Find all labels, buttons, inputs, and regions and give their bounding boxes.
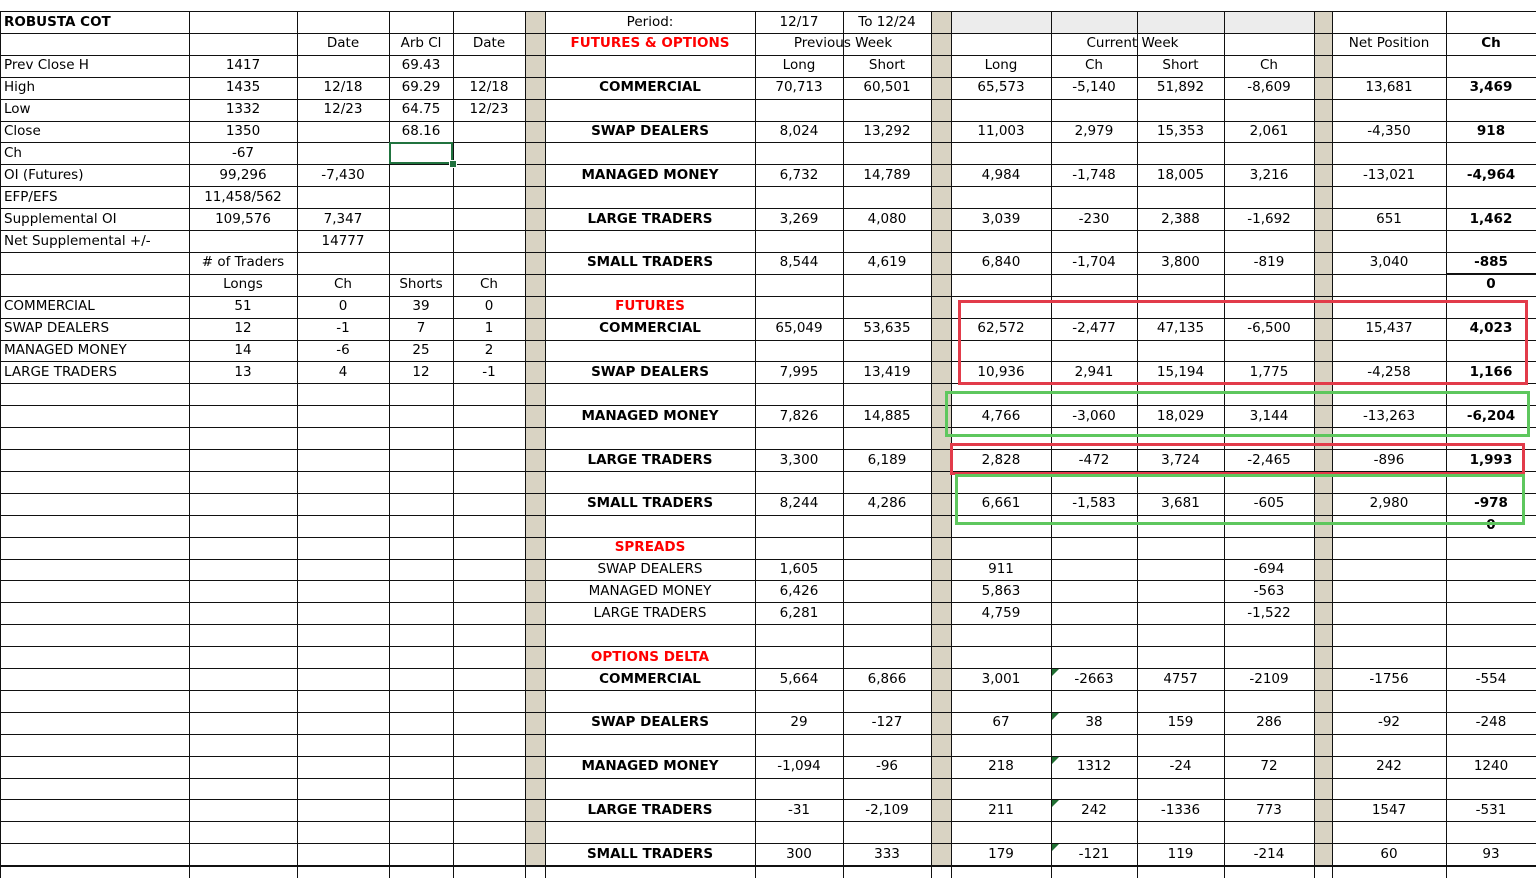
row-label[interactable]: SMALL TRADERS [586, 254, 714, 271]
table-cell[interactable]: 8,544 [779, 254, 819, 271]
table-cell[interactable]: 2,979 [1074, 123, 1114, 139]
table-cell[interactable]: 159 [1167, 714, 1194, 731]
table-cell[interactable]: 7 [416, 320, 426, 337]
table-cell[interactable]: 15,353 [1156, 123, 1205, 139]
table-cell[interactable]: -554 [1475, 670, 1507, 687]
row-gridline [0, 734, 1536, 735]
cell-indicator-icon [1052, 757, 1059, 764]
table-cell[interactable]: -2,477 [1072, 320, 1116, 337]
table-cell[interactable]: 6,281 [779, 604, 819, 621]
table-cell[interactable]: 119 [1167, 845, 1194, 862]
table-cell[interactable]: -978 [1474, 495, 1508, 512]
table-cell[interactable]: -472 [1078, 451, 1110, 468]
table-cell[interactable]: 7,995 [779, 363, 819, 380]
table-cell[interactable]: 1312 [1076, 758, 1112, 775]
table-cell[interactable]: 6,661 [981, 495, 1021, 512]
table-cell[interactable]: -214 [1253, 845, 1285, 862]
table-cell[interactable]: 15,437 [1365, 320, 1413, 337]
row-gridline [0, 537, 1536, 538]
table-cell[interactable]: 0 [338, 298, 348, 315]
table-cell[interactable]: 8,244 [779, 495, 819, 512]
table-cell[interactable]: -3,060 [1072, 407, 1116, 424]
table-cell[interactable]: Ch [480, 276, 498, 293]
table-cell[interactable]: 286 [1256, 714, 1282, 731]
row-label[interactable]: SMALL TRADERS [586, 495, 714, 512]
table-cell[interactable]: 12/18 [323, 79, 363, 96]
table-cell[interactable]: 211 [988, 801, 1014, 818]
table-cell[interactable]: 62,572 [977, 320, 1025, 337]
table-cell[interactable]: 1350 [225, 123, 261, 139]
row-label[interactable]: LARGE TRADERS [587, 210, 713, 227]
table-cell[interactable]: -531 [1475, 801, 1507, 818]
col-gridline [0, 11, 1, 878]
row-label[interactable]: Close [4, 123, 41, 139]
table-cell[interactable]: -248 [1475, 714, 1507, 731]
table-cell[interactable]: 3,216 [1249, 166, 1289, 183]
col-gridline [189, 11, 190, 878]
table-cell[interactable]: 0 [1486, 276, 1496, 293]
table-cell[interactable]: 242 [1376, 758, 1402, 775]
table-cell[interactable]: 2,980 [1369, 495, 1409, 512]
table-cell[interactable]: 69.43 [401, 57, 441, 74]
table-cell[interactable]: 1,166 [1469, 363, 1513, 380]
table-cell[interactable]: 5,863 [981, 582, 1021, 599]
row-label[interactable]: OI (Futures) [4, 166, 84, 183]
table-cell[interactable]: -1,522 [1247, 604, 1291, 621]
table-cell[interactable]: Ch [1481, 35, 1501, 52]
col-gridline [843, 11, 844, 878]
highlight-box-green [945, 391, 1530, 437]
highlight-box-red [950, 443, 1525, 475]
table-cell[interactable]: 2,941 [1074, 363, 1114, 380]
table-cell[interactable]: 3,039 [981, 210, 1021, 227]
table-cell[interactable]: 4757 [1163, 670, 1198, 687]
row-label[interactable]: LARGE TRADERS [587, 451, 713, 468]
row-label[interactable]: COMMERCIAL [599, 79, 701, 96]
table-cell[interactable]: 18,005 [1156, 166, 1205, 183]
table-cell[interactable]: 4,080 [867, 210, 907, 227]
table-cell[interactable]: -24 [1169, 758, 1192, 775]
row-label[interactable]: Period: [626, 13, 674, 30]
table-cell[interactable]: 3,144 [1249, 407, 1289, 424]
table-cell[interactable]: -8,609 [1247, 79, 1291, 96]
col-gridline [453, 11, 454, 878]
table-cell[interactable]: -96 [875, 758, 899, 775]
table-cell[interactable]: -1,583 [1072, 495, 1116, 512]
table-cell[interactable]: 7,347 [323, 210, 363, 227]
table-cell[interactable]: 6,426 [779, 582, 819, 599]
row-label[interactable]: SWAP DEALERS [597, 561, 703, 577]
table-cell[interactable]: 2,828 [981, 451, 1021, 468]
table-cell[interactable]: 64.75 [401, 101, 441, 118]
table-cell[interactable]: 4,023 [1469, 320, 1513, 337]
table-cell[interactable]: Shorts [399, 276, 443, 293]
section-title[interactable]: FUTURES & OPTIONS [570, 35, 730, 52]
row-gridline [0, 230, 1536, 231]
table-cell[interactable]: 15,194 [1156, 363, 1205, 380]
table-cell[interactable]: -605 [1253, 495, 1285, 512]
table-cell[interactable]: 14,789 [863, 166, 911, 183]
table-cell[interactable]: 14 [234, 342, 252, 358]
row-label[interactable]: COMMERCIAL [4, 298, 95, 315]
table-cell[interactable]: 911 [988, 561, 1014, 577]
row-label[interactable]: SMALL TRADERS [586, 845, 714, 862]
table-cell[interactable]: Ch [1085, 57, 1103, 74]
table-cell[interactable]: 1,462 [1469, 210, 1513, 227]
cell-indicator-icon [1052, 713, 1059, 720]
section-title[interactable]: SPREADS [614, 539, 686, 556]
table-cell[interactable]: 8,024 [779, 123, 819, 139]
table-cell[interactable]: 13,292 [863, 123, 911, 139]
table-cell[interactable]: 67 [992, 714, 1010, 731]
table-cell[interactable]: -13,263 [1362, 407, 1416, 424]
table-cell[interactable]: 65,049 [775, 320, 823, 337]
row-label[interactable]: Low [4, 101, 31, 118]
table-cell[interactable]: 14777 [321, 232, 365, 249]
table-cell[interactable]: 0 [484, 298, 494, 315]
table-cell[interactable]: -6,500 [1247, 320, 1291, 337]
row-gridline [0, 821, 1536, 822]
table-cell[interactable]: -92 [1377, 714, 1401, 731]
table-cell[interactable]: 1240 [1473, 758, 1509, 775]
row-gridline [0, 646, 1536, 647]
table-cell[interactable]: 99,296 [219, 166, 267, 183]
table-cell[interactable]: 4,759 [981, 604, 1021, 621]
row-label[interactable]: High [4, 79, 36, 96]
table-cell[interactable]: 53,635 [863, 320, 911, 337]
table-cell[interactable]: -885 [1474, 254, 1508, 271]
selected-cell[interactable] [389, 142, 453, 164]
table-cell[interactable]: 333 [874, 845, 900, 862]
row-label[interactable]: LARGE TRADERS [4, 363, 117, 380]
row-gridline [0, 624, 1536, 625]
table-cell[interactable]: Date [472, 35, 506, 52]
col-gridline [525, 11, 526, 878]
table-cell[interactable]: 3,469 [1469, 79, 1513, 96]
table-cell[interactable]: 60 [1380, 845, 1398, 862]
row-label[interactable]: SWAP DEALERS [591, 714, 709, 731]
highlight-box-red [958, 300, 1528, 385]
row-gridline [0, 690, 1536, 691]
table-cell[interactable]: 6,840 [981, 254, 1021, 271]
row-label[interactable]: Supplemental OI [4, 210, 117, 227]
row-label[interactable]: MANAGED MONEY [4, 342, 127, 358]
table-cell[interactable]: 29 [790, 714, 808, 731]
section-title[interactable]: FUTURES [615, 298, 685, 315]
header-fill [951, 11, 1314, 33]
table-cell[interactable]: -5,140 [1072, 79, 1116, 96]
table-cell[interactable]: 18,029 [1156, 407, 1205, 424]
table-cell[interactable]: 70,713 [775, 79, 823, 96]
table-cell[interactable]: 3,300 [779, 451, 819, 468]
table-cell[interactable]: 60,501 [863, 79, 911, 96]
table-cell[interactable]: -819 [1253, 254, 1285, 271]
table-cell[interactable]: 12 [234, 320, 252, 337]
table-cell[interactable]: 0 [1486, 517, 1496, 534]
table-cell[interactable]: 651 [1376, 210, 1402, 227]
highlight-box-green [955, 474, 1525, 525]
table-cell[interactable]: Arb Cl [400, 35, 442, 52]
column-separator [525, 11, 545, 867]
table-cell[interactable]: 12/18 [469, 79, 509, 96]
row-label[interactable]: Ch [4, 144, 22, 161]
table-cell[interactable]: 300 [786, 845, 812, 862]
row-label[interactable]: LARGE TRADERS [587, 801, 713, 818]
table-cell[interactable]: -7,430 [321, 166, 365, 183]
table-cell[interactable]: 11,003 [977, 123, 1025, 139]
table-cell[interactable]: -896 [1373, 451, 1405, 468]
table-cell[interactable]: Long [984, 57, 1018, 74]
cell-indicator-icon [1052, 844, 1059, 851]
table-cell[interactable]: -1336 [1160, 801, 1201, 818]
total-underline [1446, 273, 1536, 275]
table-cell[interactable]: 918 [1476, 123, 1506, 139]
table-cell[interactable]: 4,984 [981, 166, 1021, 183]
table-cell[interactable]: 39 [412, 298, 430, 315]
row-label[interactable]: COMMERCIAL [599, 670, 701, 687]
row-label[interactable]: Prev Close H [4, 57, 89, 74]
column-separator [931, 11, 951, 867]
table-cell[interactable]: -6 [336, 342, 350, 358]
table-cell[interactable]: 25 [412, 342, 430, 358]
table-cell[interactable]: 47,135 [1156, 320, 1205, 337]
table-cell[interactable]: -694 [1253, 561, 1285, 577]
table-cell[interactable]: -1,704 [1072, 254, 1116, 271]
row-label[interactable]: ROBUSTA COT [4, 13, 111, 30]
row-gridline [0, 778, 1536, 779]
col-gridline [545, 11, 546, 878]
table-cell[interactable]: -2,109 [865, 801, 909, 818]
row-label[interactable]: SWAP DEALERS [591, 363, 709, 380]
table-cell[interactable]: 2,061 [1249, 123, 1289, 139]
table-cell[interactable]: -1,692 [1247, 210, 1291, 227]
table-cell[interactable]: 68.16 [401, 123, 441, 139]
table-cell[interactable]: -4,350 [1367, 123, 1411, 139]
row-label[interactable]: Net Supplemental +/- [4, 232, 151, 249]
table-cell[interactable]: 1547 [1371, 801, 1407, 818]
table-cell[interactable]: Longs [223, 276, 263, 293]
table-cell[interactable]: -127 [871, 714, 903, 731]
table-cell[interactable]: 38 [1085, 714, 1103, 731]
table-cell[interactable]: -121 [1078, 845, 1110, 862]
table-cell[interactable]: 12/23 [323, 101, 363, 118]
table-cell[interactable]: 69.29 [401, 79, 441, 96]
table-cell[interactable]: 6,189 [867, 451, 907, 468]
table-cell[interactable]: 4,766 [981, 407, 1021, 424]
table-cell[interactable]: Short [1162, 57, 1199, 74]
table-cell[interactable]: 109,576 [215, 210, 271, 227]
table-cell[interactable]: 3,800 [1161, 254, 1200, 271]
table-cell[interactable]: 179 [988, 845, 1014, 862]
table-cell[interactable]: 1,775 [1249, 363, 1289, 380]
table-cell[interactable]: -67 [231, 144, 255, 161]
table-cell[interactable]: 72 [1260, 758, 1278, 775]
table-cell[interactable]: 4,619 [867, 254, 907, 271]
table-cell[interactable]: 10,936 [977, 363, 1025, 380]
table-cell[interactable]: # of Traders [201, 254, 285, 271]
table-cell[interactable]: 11,458/562 [204, 188, 282, 205]
table-cell[interactable]: -563 [1253, 582, 1285, 599]
table-cell[interactable]: 13,419 [863, 363, 911, 380]
table-cell[interactable]: 218 [988, 758, 1014, 775]
row-label[interactable]: MANAGED MONEY [581, 407, 719, 424]
table-cell[interactable]: 7,826 [779, 407, 819, 424]
table-cell[interactable]: Previous Week [793, 35, 893, 52]
table-cell[interactable]: 65,573 [977, 79, 1025, 96]
table-cell[interactable]: 13 [234, 363, 252, 380]
table-cell[interactable]: Short [868, 57, 906, 74]
table-cell[interactable]: -1,094 [777, 758, 821, 775]
section-title[interactable]: OPTIONS DELTA [590, 648, 710, 665]
table-cell[interactable]: -2109 [1249, 670, 1289, 687]
row-label[interactable]: COMMERCIAL [599, 320, 701, 337]
row-label[interactable]: MANAGED MONEY [581, 758, 719, 775]
table-cell[interactable]: -31 [787, 801, 811, 818]
table-cell[interactable]: 12/17 [779, 13, 819, 30]
col-gridline [297, 11, 298, 878]
table-cell[interactable]: -1756 [1369, 670, 1409, 687]
table-cell[interactable]: 3,269 [779, 210, 819, 227]
table-cell[interactable]: 93 [1482, 845, 1500, 862]
table-cell[interactable]: -2663 [1074, 670, 1114, 687]
table-cell[interactable]: 1 [484, 320, 494, 337]
table-cell[interactable]: 6,866 [867, 670, 907, 687]
table-cell[interactable]: -4,258 [1367, 363, 1411, 380]
table-cell[interactable]: 2,388 [1161, 210, 1200, 227]
row-label[interactable]: SWAP DEALERS [591, 123, 709, 139]
table-cell[interactable]: Date [326, 35, 360, 52]
table-cell[interactable]: 1,993 [1469, 451, 1513, 468]
col-gridline [755, 11, 756, 878]
row-label[interactable]: MANAGED MONEY [588, 582, 712, 599]
table-cell[interactable]: -6,204 [1466, 407, 1516, 424]
table-cell[interactable]: 3,681 [1161, 495, 1200, 512]
table-cell[interactable]: 2 [484, 342, 494, 358]
table-cell[interactable]: 12/23 [469, 101, 509, 118]
table-cell[interactable]: 6,732 [779, 166, 819, 183]
table-cell[interactable]: 1,605 [779, 561, 819, 577]
table-cell[interactable]: 4 [338, 363, 348, 380]
cell-indicator-icon [1052, 800, 1059, 807]
table-cell[interactable]: 12 [412, 363, 430, 380]
row-label[interactable]: SWAP DEALERS [4, 320, 110, 337]
table-cell[interactable]: 1332 [225, 101, 261, 118]
table-cell[interactable]: Current Week [1086, 35, 1179, 52]
table-cell[interactable]: -230 [1078, 210, 1110, 227]
column-separator [1314, 11, 1332, 867]
table-cell[interactable]: 242 [1081, 801, 1107, 818]
table-cell[interactable]: 14,885 [863, 407, 911, 424]
table-cell[interactable]: Ch [1260, 57, 1278, 74]
table-cell[interactable]: 3,724 [1161, 451, 1200, 468]
table-cell[interactable]: -1,748 [1072, 166, 1116, 183]
table-cell[interactable]: -1 [482, 363, 496, 380]
table-cell[interactable]: -2,465 [1247, 451, 1291, 468]
table-cell[interactable]: 51,892 [1156, 79, 1205, 96]
row-label[interactable]: LARGE TRADERS [593, 604, 707, 621]
table-cell[interactable]: 5,664 [779, 670, 819, 687]
row-label[interactable]: EFP/EFS [4, 188, 58, 205]
table-cell[interactable]: To 12/24 [858, 13, 916, 30]
cell-indicator-icon [1052, 669, 1059, 676]
col-gridline [931, 11, 932, 878]
row-label[interactable]: MANAGED MONEY [581, 166, 719, 183]
table-cell[interactable]: Long [782, 57, 816, 74]
table-cell[interactable]: -1 [336, 320, 350, 337]
table-cell[interactable]: Ch [334, 276, 352, 293]
table-cell[interactable]: 3,001 [981, 670, 1021, 687]
table-cell[interactable]: 3,040 [1369, 254, 1409, 271]
table-cell[interactable]: 51 [234, 298, 252, 315]
fill-handle[interactable] [449, 160, 457, 168]
table-cell[interactable]: 773 [1256, 801, 1282, 818]
table-cell[interactable]: 4,286 [867, 495, 907, 512]
table-cell[interactable]: -4,964 [1466, 166, 1516, 183]
table-cell[interactable]: -13,021 [1362, 166, 1416, 183]
table-cell[interactable]: Net Position [1348, 35, 1430, 52]
table-cell[interactable]: 1417 [225, 57, 261, 74]
table-cell[interactable]: 13,681 [1365, 79, 1413, 96]
table-cell[interactable]: 1435 [225, 79, 261, 96]
